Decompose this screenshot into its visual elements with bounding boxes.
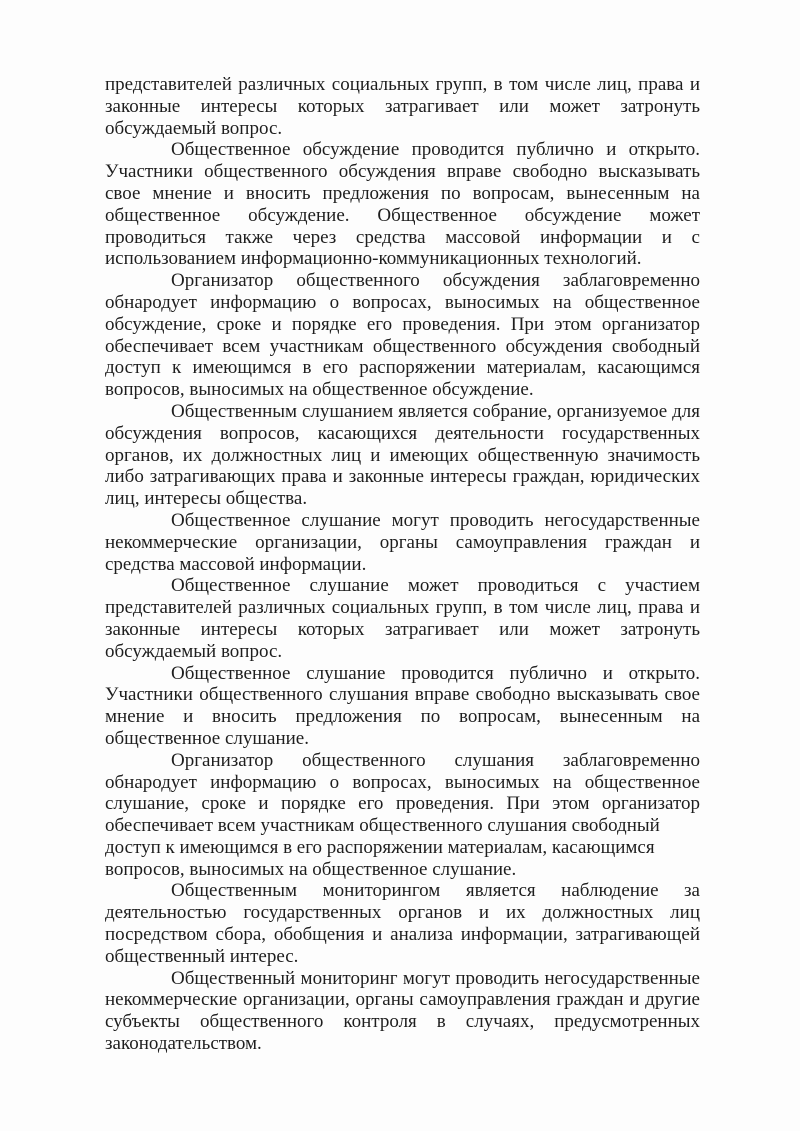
text-line: общественное слушание. (105, 727, 309, 749)
text-line: Общественный мониторинг могут проводить негосударственные (171, 967, 700, 989)
text-line: доступ к имеющимся в его распоряжении материалам, касающимся (105, 836, 655, 858)
text-line: Организатор общественного обсуждения заблаговременно (171, 270, 700, 292)
text-line: лиц, интересы общества. (105, 488, 308, 510)
text-line: представителей различных социальных групп, в том числе лиц, права и (105, 74, 700, 95)
text-line: Общественное слушание могут проводить негосударственные (171, 509, 700, 531)
paragraph (105, 270, 700, 401)
text-line: вопросов, выносимых на общественное обсуждение. (105, 379, 534, 401)
text-line: обсуждаемый вопрос. (105, 117, 283, 139)
text-line: мнение и вносить предложения по вопросам, вынесенным на (105, 706, 700, 728)
text-line: Общественным мониторингом является наблюдение за (171, 880, 700, 902)
text-line: Общественным слушанием является собрание, организуемое для (171, 400, 700, 422)
text-line: проводиться также через средства массовой информации и с (105, 226, 700, 248)
text-line: представителей различных социальных групп, в том числе лиц, права и (105, 597, 700, 619)
text-line: законные интересы которых затрагивает или может затронуть (105, 618, 700, 640)
paragraph (105, 401, 700, 510)
text-line: деятельностью государственных органов и их должностных лиц (105, 902, 700, 924)
text-line: общественный интерес. (105, 945, 299, 967)
text-line: вопросов, выносимых на общественное слушание. (105, 858, 517, 880)
text-line: слушание, сроке и порядке его проведения. При этом организатор (105, 793, 700, 815)
text-line: обнародует информацию о вопросах, выносимых на общественное (105, 291, 700, 313)
text-line: обнародует информацию о вопросах, выносимых на общественное (105, 771, 700, 793)
paragraph (105, 510, 700, 575)
text-line: обеспечивает всем участникам общественного слушания свободный (105, 815, 660, 837)
text-line: некоммерческие организации, органы самоуправления граждан и (105, 531, 700, 553)
text-line: некоммерческие организации, органы самоуправления граждан и другие (105, 989, 700, 1011)
text-line: Организатор общественного слушания заблаговременно (171, 749, 700, 771)
document-text-block (105, 74, 700, 1055)
text-line: обеспечивает всем участникам общественного обсуждения свободный (105, 335, 700, 357)
paragraph (105, 575, 700, 662)
paragraph (105, 139, 700, 270)
paragraph (105, 74, 700, 139)
text-line: Участники общественного обсуждения вправе свободно высказывать (105, 161, 700, 183)
text-line: обсуждение, сроке и порядке его проведения. При этом организатор (105, 313, 700, 335)
text-line: Общественное слушание проводится публично и открыто. (171, 662, 700, 684)
text-line: либо затрагивающих права и законные интересы граждан, юридических (105, 466, 700, 488)
text-line: обсуждения вопросов, касающихся деятельности государственных (105, 422, 700, 444)
paragraph (105, 880, 700, 967)
text-line: свое мнение и вносить предложения по вопросам, вынесенным на (105, 182, 700, 204)
paragraph (105, 968, 700, 1055)
text-line: Общественное слушание может проводиться с участием (171, 575, 700, 597)
text-line: Участники общественного слушания вправе свободно высказывать свое (105, 684, 700, 706)
text-line: общественное обсуждение. Общественное обсуждение может (105, 204, 700, 226)
text-line: обсуждаемый вопрос. (105, 640, 283, 662)
text-line: субъекты общественного контроля в случаях, предусмотренных (105, 1011, 700, 1033)
text-line: органов, их должностных лиц и имеющих общественную значимость (105, 444, 700, 466)
text-line: доступ к имеющимся в его распоряжении материалам, касающимся (105, 357, 700, 379)
text-line: посредством сбора, обобщения и анализа информации, затрагивающей (105, 924, 700, 946)
text-line: средства массовой информации. (105, 553, 367, 575)
text-line: использованием информационно-коммуникационных технологий. (105, 248, 642, 270)
text-line: Общественное обсуждение проводится публично и открыто. (171, 139, 700, 161)
paragraph (105, 750, 700, 881)
text-line: законные интересы которых затрагивает или может затронуть (105, 95, 700, 117)
text-line: законодательством. (105, 1033, 262, 1055)
paragraph (105, 663, 700, 750)
